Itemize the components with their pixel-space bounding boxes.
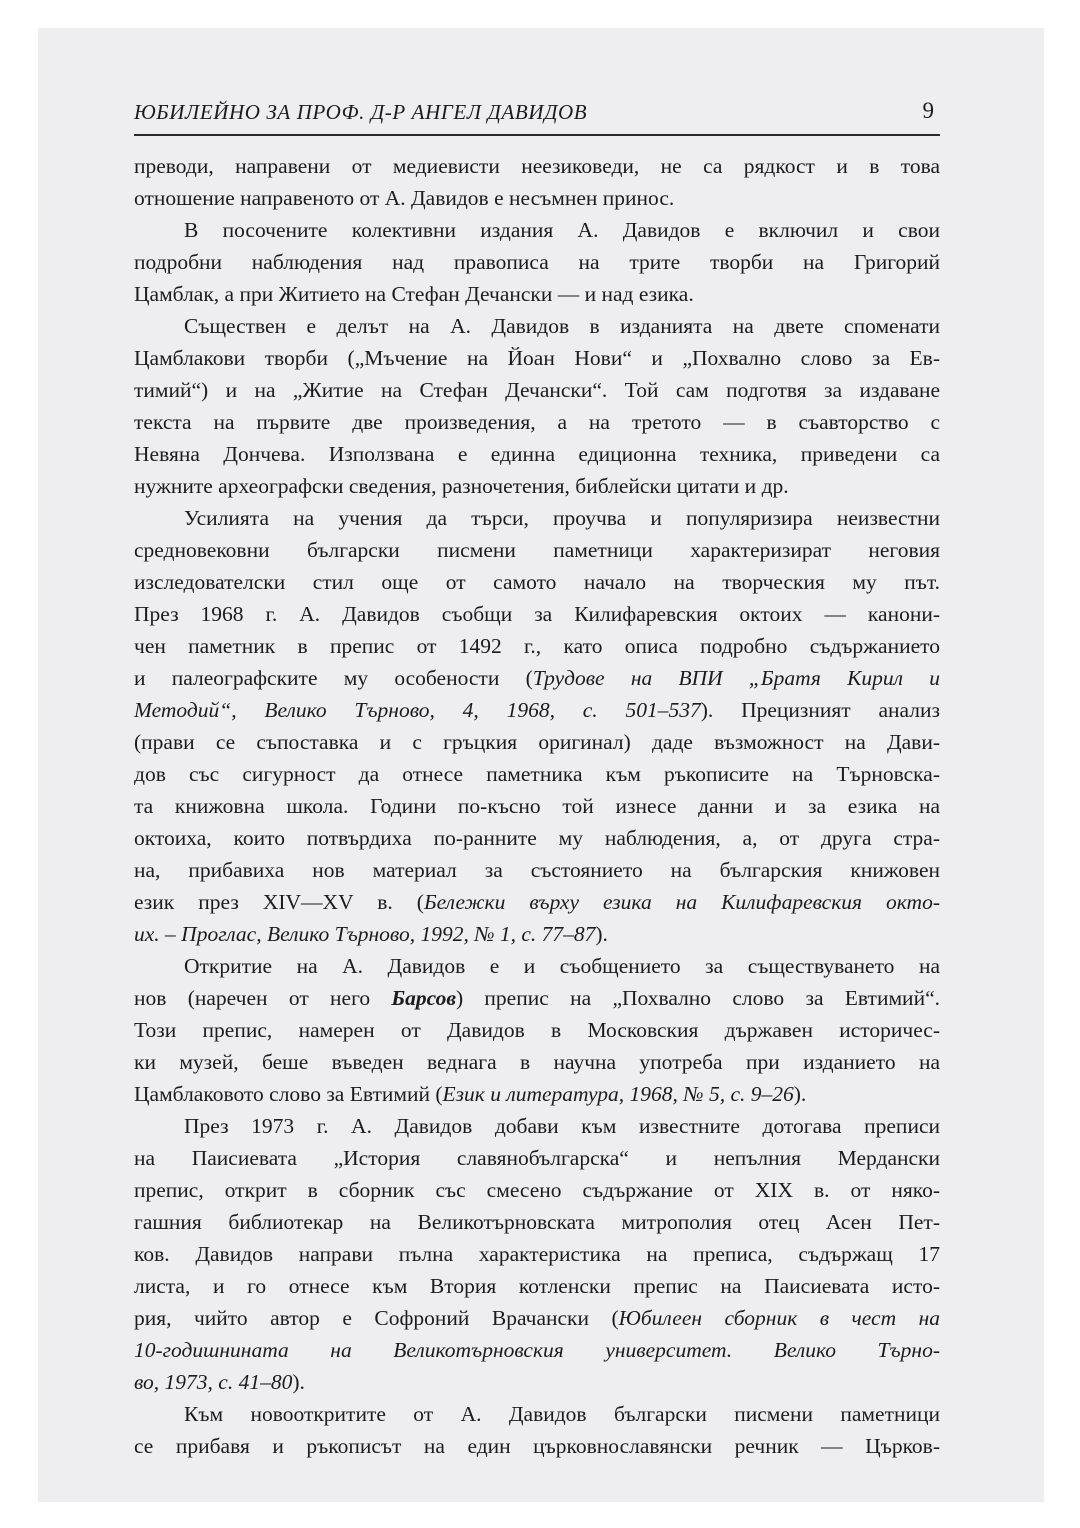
paragraph-1 xyxy=(134,150,940,214)
citation: Юбилеен сборник в чест на xyxy=(618,1306,940,1330)
text-line: изследователски стил още от самото начало на творческия му път. xyxy=(134,570,940,594)
text-segment: нов (наречен от него xyxy=(134,986,392,1010)
running-title: ЮБИЛЕЙНО ЗА ПРОФ. Д-Р АНГЕЛ ДАВИДОВ xyxy=(134,100,588,124)
citation: Език и литература, 1968, № 5, с. 9–26 xyxy=(442,1082,794,1106)
text-line: Цамблакови творби („Мъчение на Йоан Нови“ и „Похвално слово за Ев- xyxy=(134,346,940,370)
text-segment: ) препис на „Похвално слово за Евтимий“. xyxy=(455,986,940,1010)
text-line: нужните археографски сведения, разночетения, библейски цитати и др. xyxy=(134,474,789,498)
text-line xyxy=(134,1078,940,1110)
text-line xyxy=(134,982,940,1014)
text-line: Невяна Дончева. Използвана е единна едиционна техника, приведени са xyxy=(134,442,940,466)
text-line: През 1973 г. А. Давидов добави към известните дотогава преписи xyxy=(184,1114,940,1138)
text-line: През 1968 г. А. Давидов съобщи за Килифаревския октоих — канони- xyxy=(134,602,940,626)
text-line: преводи, направени от медиевисти неезиковеди, не са рядкост и в това xyxy=(134,154,940,178)
paragraph-6 xyxy=(134,1110,940,1398)
text-line: та книжовна школа. Години по-късно той изнесе данни и за езика на xyxy=(134,794,940,818)
text-segment: Цамблаковото слово за Евтимий ( xyxy=(134,1082,443,1106)
text-line: Съществен е делът на А. Давидов в изданията на двете споменати xyxy=(184,314,940,338)
citation: Бележки върху езика на Килифаревския окто- xyxy=(423,890,940,914)
text-line: Към новооткритите от А. Давидов български писмени паметници xyxy=(184,1402,940,1426)
text-line: гашния библиотекар на Великотърновската митрополия отец Асен Пет- xyxy=(134,1210,940,1234)
text-line: В посочените колективни издания А. Давидов е включил и свои xyxy=(184,218,940,242)
paragraph-2 xyxy=(134,214,940,310)
text-line: 10-годишнината на Великотърновския университет. Велико Търно- xyxy=(134,1338,940,1362)
text-segment: и палеографските му особености ( xyxy=(134,666,533,690)
text-line: текста на първите две произведения, а на третото — в съавторство с xyxy=(134,410,940,434)
text-line: подробни наблюдения над правописа на трите творби на Григорий xyxy=(134,250,940,274)
text-segment: ). xyxy=(793,1082,807,1106)
paragraph-7 xyxy=(134,1398,940,1462)
page-header xyxy=(134,100,940,136)
text-segment: ). xyxy=(292,1370,305,1394)
emphasis-term: Барсов xyxy=(391,986,456,1010)
citation: Трудове на ВПИ „Братя Кирил и xyxy=(532,666,940,690)
citation: Методий“, Велико Търново, 4, 1968, с. 501–537 xyxy=(134,698,701,722)
body-text xyxy=(134,150,940,1462)
text-line: тимий“) и на „Житие на Стефан Дечански“. Той сам подготвя за издаване xyxy=(134,378,940,402)
text-line: дов със сигурност да отнесе паметника към ръкописите на Търновска- xyxy=(134,762,940,786)
text-line: средновековни български писмени паметници характеризират неговия xyxy=(134,538,940,562)
page-number: 9 xyxy=(922,98,934,123)
text-segment: ). xyxy=(595,922,608,946)
text-line: Този препис, намерен от Давидов в Московския държавен историчес- xyxy=(134,1018,940,1042)
text-segment: език през XIV—XV в. ( xyxy=(134,890,424,914)
text-line xyxy=(134,662,940,694)
text-segment: ). Прецизният анализ xyxy=(700,698,940,722)
text-line: на Паисиевата „История славянобългарска“ и непълния Мердански xyxy=(134,1146,940,1170)
text-line: се прибавя и ръкописът на един църковнославянски речник — Църков- xyxy=(134,1434,940,1458)
paragraph-3 xyxy=(134,310,940,502)
text-line xyxy=(134,694,940,726)
text-line: препис, открит в сборник със смесено съдържание от XIX в. от няко- xyxy=(134,1178,940,1202)
paragraph-5 xyxy=(134,950,940,1110)
paragraph-4 xyxy=(134,502,940,950)
text-line: Цамблак, а при Житието на Стефан Дечански — и над езика. xyxy=(134,282,694,306)
text-line xyxy=(134,1366,940,1398)
text-line xyxy=(134,1302,940,1334)
text-line: ков. Давидов направи пълна характеристика на преписа, съдържащ 17 xyxy=(134,1242,940,1266)
citation: их. – Проглас, Велико Търново, 1992, № 1, с. 77–87 xyxy=(134,922,596,946)
text-line xyxy=(134,886,940,918)
text-line: (прави се съпоставка и с гръцкия оригинал) даде възможност на Дави- xyxy=(134,730,940,754)
text-line: Откритие на А. Давидов е и съобщението за съществуването на xyxy=(184,954,940,978)
citation: во, 1973, с. 41–80 xyxy=(134,1370,293,1394)
text-segment: рия, чийто автор е Софроний Врачански ( xyxy=(134,1306,619,1330)
text-line: ки музей, беше въведен веднага в научна употреба при изданието на xyxy=(134,1050,940,1074)
text-line xyxy=(134,918,940,950)
text-line: октоиха, които потвърдиха по-ранните му наблюдения, а, от друга стра- xyxy=(134,826,940,850)
text-line: отношение направеното от А. Давидов е несъмнен принос. xyxy=(134,186,675,210)
text-line: на, прибавиха нов материал за състоянието на българския книжовен xyxy=(134,858,940,882)
text-line: Усилията на учения да търси, проучва и популяризира неизвестни xyxy=(184,506,940,530)
text-line: листа, и го отнесе към Втория котленски препис на Паисиевата исто- xyxy=(134,1274,940,1298)
text-line: чен паметник в препис от 1492 г., като описа подробно съдържанието xyxy=(134,634,940,658)
